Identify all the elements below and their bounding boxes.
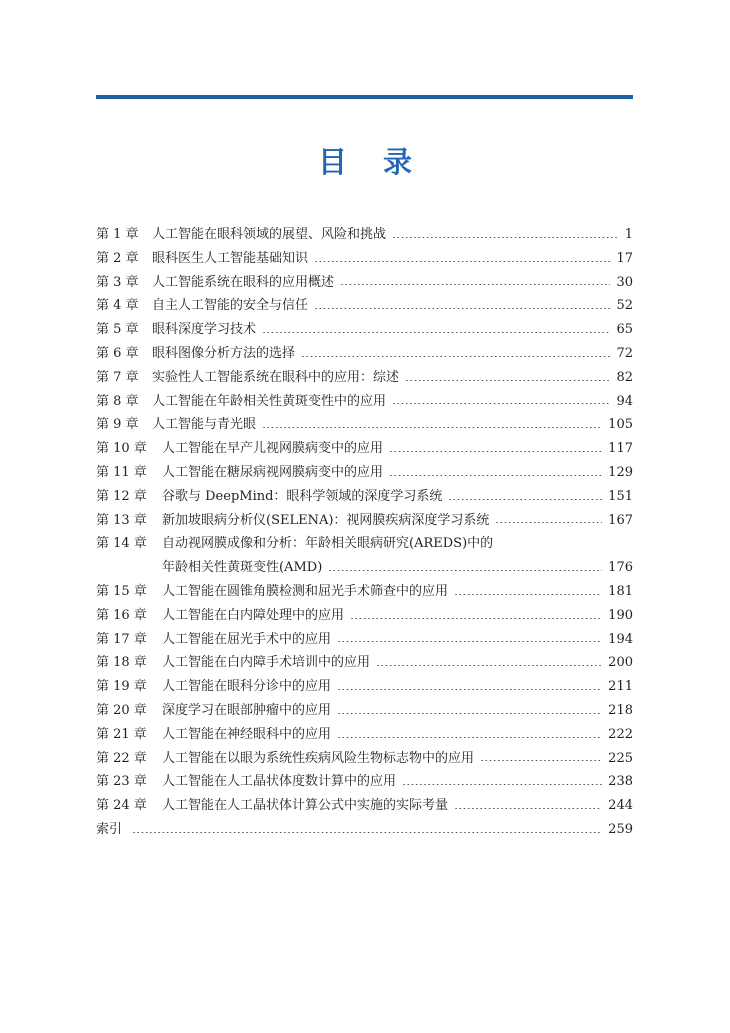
page-number: 194 (608, 631, 633, 647)
toc-entry-continuation[interactable] (96, 556, 633, 580)
chapter-number: 第 3 章 (96, 274, 139, 290)
toc-entry[interactable] (96, 485, 633, 509)
chapter-number: 第 15 章 (96, 583, 147, 599)
chapter-title: 人工智能在眼科分诊中的应用 (162, 679, 332, 695)
chapter-title: 新加坡眼病分析仪(SELENA)：视网膜疾病深度学习系统 (162, 512, 490, 528)
chapter-title: 人工智能在圆锥角膜检测和屈光手术筛查中的应用 (162, 583, 449, 599)
top-rule (96, 95, 633, 99)
page-number: 17 (616, 250, 633, 266)
toc-entry[interactable] (96, 651, 633, 675)
chapter-number: 第 11 章 (96, 464, 147, 480)
leader-dots (480, 760, 602, 761)
chapter-title-continuation: 年龄相关性黄斑变性(AMD) (162, 560, 323, 576)
leader-dots (454, 594, 602, 595)
page-title: 目录 (317, 145, 448, 179)
page-number: 117 (608, 441, 633, 457)
page-number: 259 (608, 821, 633, 837)
toc-entry[interactable] (96, 747, 633, 771)
chapter-title: 实验性人工智能系统在眼科中的应用：综述 (152, 369, 400, 385)
leader-dots (132, 832, 602, 833)
leader-dots (337, 641, 602, 642)
page-number: 222 (608, 726, 633, 742)
toc-entry[interactable] (96, 390, 633, 414)
page-number: 65 (616, 322, 633, 338)
leader-dots (392, 403, 610, 404)
leader-dots (405, 380, 610, 381)
toc-entry[interactable] (96, 342, 633, 366)
toc-entry[interactable] (96, 794, 633, 818)
chapter-number: 第 21 章 (96, 726, 147, 742)
leader-dots (389, 475, 602, 476)
chapter-number: 第 6 章 (96, 345, 139, 361)
page-number: 225 (608, 750, 633, 766)
chapter-title: 人工智能在人工晶状体计算公式中实施的实际考量 (162, 798, 449, 814)
toc-entry[interactable] (96, 413, 633, 437)
chapter-title: 人工智能在屈光手术中的应用 (162, 631, 332, 647)
chapter-number: 第 24 章 (96, 798, 147, 814)
leader-dots (337, 689, 602, 690)
chapter-number: 第 22 章 (96, 750, 147, 766)
chapter-title: 自主人工智能的安全与信任 (152, 298, 309, 314)
table-of-contents (96, 223, 633, 842)
leader-dots (314, 308, 610, 309)
chapter-number: 第 12 章 (96, 488, 147, 504)
page-number: 167 (608, 512, 633, 528)
leader-dots (262, 427, 602, 428)
toc-entry[interactable] (96, 223, 633, 247)
page-number: 105 (608, 417, 633, 433)
chapter-number: 第 13 章 (96, 512, 147, 528)
leader-dots (389, 451, 602, 452)
chapter-title: 人工智能系统在眼科的应用概述 (152, 274, 335, 290)
chapter-number: 第 19 章 (96, 679, 147, 695)
page-number: 176 (608, 560, 633, 576)
leader-dots (337, 713, 602, 714)
chapter-title: 眼科医生人工智能基础知识 (152, 250, 309, 266)
leader-dots (402, 784, 602, 785)
toc-entry[interactable] (96, 770, 633, 794)
page-number: 72 (616, 345, 633, 361)
toc-entry[interactable] (96, 461, 633, 485)
chapter-number: 第 1 章 (96, 227, 139, 242)
chapter-title: 人工智能在神经眼科中的应用 (162, 726, 332, 742)
chapter-number: 第 8 章 (96, 393, 139, 409)
page-number: 82 (616, 369, 633, 385)
toc-entry[interactable] (96, 271, 633, 295)
toc-entry[interactable] (96, 699, 633, 723)
page-number: 1 (624, 227, 633, 242)
page-number: 181 (608, 583, 633, 599)
chapter-title: 人工智能在以眼为系统性疾病风险生物标志物中的应用 (162, 750, 475, 766)
leader-dots (314, 261, 610, 262)
chapter-title: 谷歌与 DeepMind：眼科学领域的深度学习系统 (162, 488, 443, 504)
chapter-title: 人工智能在人工晶状体度数计算中的应用 (162, 774, 397, 790)
chapter-number: 第 23 章 (96, 774, 147, 790)
toc-entry[interactable] (96, 723, 633, 747)
chapter-number: 第 5 章 (96, 322, 139, 338)
leader-dots (262, 332, 610, 333)
chapter-number: 第 7 章 (96, 369, 139, 385)
chapter-title: 人工智能在眼科领域的展望、风险和挑战 (152, 227, 387, 242)
toc-entry[interactable] (96, 366, 633, 390)
toc-entry[interactable] (96, 509, 633, 533)
page-number: 94 (616, 393, 633, 409)
chapter-title: 自动视网膜成像和分析：年龄相关眼病研究(AREDS)中的 (162, 536, 494, 552)
chapter-title: 人工智能在年龄相关性黄斑变性中的应用 (152, 393, 387, 409)
leader-dots (392, 237, 617, 238)
chapter-number: 第 17 章 (96, 631, 147, 647)
chapter-title: 人工智能与青光眼 (152, 417, 257, 433)
page-number: 190 (608, 607, 633, 623)
leader-dots (301, 356, 610, 357)
index-title: 索引 (96, 821, 123, 837)
toc-entry[interactable] (96, 318, 633, 342)
chapter-number: 第 4 章 (96, 298, 139, 314)
page-number: 151 (608, 488, 633, 504)
page-number: 244 (608, 798, 633, 814)
toc-entry[interactable] (96, 604, 633, 628)
page-number: 211 (608, 679, 633, 695)
toc-entry[interactable] (96, 580, 633, 604)
leader-dots (340, 284, 610, 285)
toc-entry-index[interactable] (96, 818, 633, 842)
leader-dots (350, 618, 602, 619)
chapter-number: 第 14 章 (96, 536, 147, 552)
chapter-number: 第 10 章 (96, 441, 147, 457)
toc-entry[interactable] (96, 294, 633, 318)
chapter-title: 深度学习在眼部肿瘤中的应用 (162, 702, 332, 718)
chapter-title: 眼科深度学习技术 (152, 322, 257, 338)
leader-dots (448, 499, 602, 500)
page-number: 238 (608, 774, 633, 790)
page-number: 30 (616, 274, 633, 290)
chapter-number: 第 20 章 (96, 702, 147, 718)
chapter-title: 眼科图像分析方法的选择 (152, 345, 296, 361)
chapter-number: 第 16 章 (96, 607, 147, 623)
chapter-number: 第 2 章 (96, 250, 139, 266)
page-number: 129 (608, 464, 633, 480)
chapter-title: 人工智能在白内障处理中的应用 (162, 607, 345, 623)
page-number: 52 (616, 298, 633, 314)
leader-dots (376, 665, 602, 666)
leader-dots (328, 570, 602, 571)
toc-entry[interactable] (96, 532, 633, 556)
page-number: 200 (608, 655, 633, 671)
chapter-title: 人工智能在早产儿视网膜病变中的应用 (162, 441, 384, 457)
leader-dots (454, 808, 602, 809)
leader-dots (495, 522, 602, 523)
toc-entry[interactable] (96, 628, 633, 652)
chapter-number: 第 9 章 (96, 417, 139, 433)
toc-entry[interactable] (96, 675, 633, 699)
toc-entry[interactable] (96, 437, 633, 461)
page-number: 218 (608, 702, 633, 718)
chapter-title: 人工智能在白内障手术培训中的应用 (162, 655, 371, 671)
chapter-title: 人工智能在糖尿病视网膜病变中的应用 (162, 464, 384, 480)
leader-dots (337, 737, 602, 738)
toc-entry[interactable] (96, 247, 633, 271)
chapter-number: 第 18 章 (96, 655, 147, 671)
